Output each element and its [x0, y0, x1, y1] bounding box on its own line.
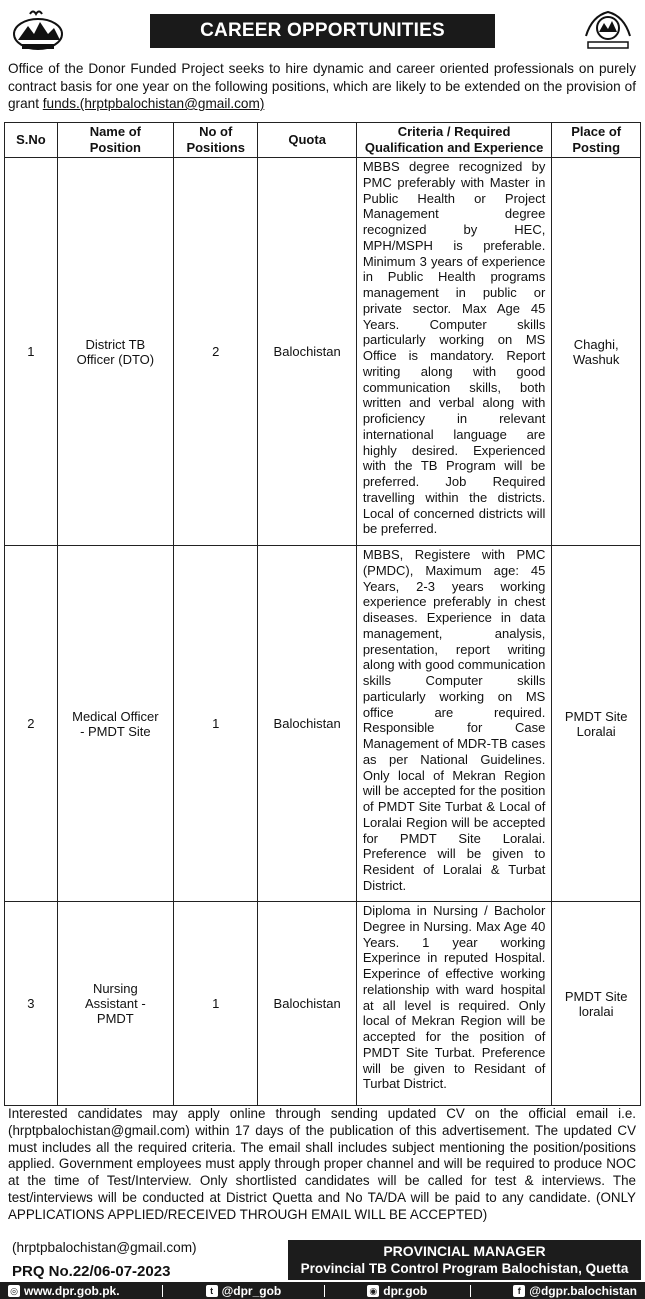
footer-divider: [162, 1285, 163, 1297]
table-row: [5, 902, 641, 1106]
row-quota: Balochistan: [258, 902, 356, 1106]
header-criteria: Criteria / Required Qualification and Experience: [356, 123, 552, 158]
row-position-name: Medical Officer - PMDT Site: [57, 546, 173, 902]
row-place-of-posting: PMDT Site loralai: [552, 902, 641, 1106]
footer-website-label: www.dpr.gob.pk.: [24, 1283, 120, 1298]
row-criteria: MBBS, Registere with PMC (PMDC), Maximum age: 45 Years, 2-3 years working experience preferably in chest diseases. Experience in data management, analysis, presentation, report writing along with good communication skills Computer skills particularly working on MS office are required. Responsible for Case Management of MDR-TB cases as per National Guidelines. Only local of Mekran Region will be accepted for the position of PMDT Site Turbat & Local of Loralai Region will be accepted for PMDT Site Loralai. Preference will be given to Resident of Loralai & Turbat District.: [356, 546, 552, 902]
footer-instagram-label: dpr.gob: [383, 1283, 428, 1298]
footer-twitter[interactable]: [206, 1284, 282, 1298]
intro-email-link[interactable]: funds.(hrptpbalochistan@gmail.com): [42, 96, 265, 111]
signatory-box: [288, 1240, 641, 1280]
twitter-icon: t: [206, 1285, 218, 1297]
row-sno: 3: [5, 902, 58, 1106]
intro-text: Office of the Donor Funded Project seeks to hire dynamic and career oriented professionals on purely contract basis for one year on the following positions, which are likely to be extended on the provision of grant: [8, 61, 636, 111]
table-row: [5, 546, 641, 902]
signatory-organization: Provincial TB Control Program Balochistan, Quetta: [300, 1261, 629, 1276]
footer-instagram[interactable]: [367, 1284, 427, 1298]
contact-email[interactable]: (hrptpbalochistan@gmail.com): [12, 1240, 197, 1255]
facebook-icon: f: [513, 1285, 525, 1297]
prq-number: PRQ No.22/06-07-2023: [12, 1263, 171, 1280]
footer-website[interactable]: [8, 1284, 120, 1298]
header-quota: Quota: [258, 123, 356, 158]
row-quota: Balochistan: [258, 546, 356, 902]
row-criteria: Diploma in Nursing / Bacholor Degree in Nursing. Max Age 40 Years. 1 year working Experince in reputed Hospital. Experince of effective working relationship with ward hospital at all level is required. Only local of Mekran Region will be accepted for the position of PMDT Site Turbat. Preference will be given to Residant of Turbat District.: [356, 902, 552, 1106]
row-position-count: 1: [173, 546, 258, 902]
instagram-icon: ◉: [367, 1285, 379, 1297]
government-emblem-right-icon: [580, 6, 636, 54]
row-position-count: 1: [173, 902, 258, 1106]
row-position-name: District TB Officer (DTO): [57, 158, 173, 546]
intro-paragraph: [8, 60, 636, 113]
row-position-name: Nursing Assistant - PMDT: [57, 902, 173, 1106]
page-title: CAREER OPPORTUNITIES: [150, 14, 495, 48]
row-sno: 1: [5, 158, 58, 546]
row-position-count: 2: [173, 158, 258, 546]
header-position-count: No of Positions: [173, 123, 258, 158]
footer-divider: [324, 1285, 325, 1297]
footer-bar: [0, 1282, 645, 1299]
globe-icon: ◎: [8, 1285, 20, 1297]
header: [0, 0, 645, 58]
footer-facebook[interactable]: [513, 1284, 637, 1298]
footer-twitter-label: @dpr_gob: [221, 1283, 282, 1298]
footer-facebook-label: @dgpr.balochistan: [529, 1283, 637, 1298]
header-place-of-posting: Place of Posting: [552, 123, 641, 158]
application-instructions: Interested candidates may apply online through sending updated CV on the official email i.e. (hrptpbalochistan@gmail.com) within 17 days of the publication of this advertisement. The updated CV must includes all the required criteria. The email shall includes subject mentioning the position/positions applied. Government employees must apply through proper channel and will be required to produce NOC at the time of Test/Interview. Only shortlisted candidates will be called for test & interviews. The test/interviews will be conducted at District Quetta and No TA/DA will be paid to any candidate. (ONLY APPLICATIONS APPLIED/RECEIVED THROUGH EMAIL WILL BE ACCEPTED): [8, 1106, 636, 1222]
table-row: [5, 158, 641, 546]
row-criteria: MBBS degree recognized by PMC preferably with Master in Public Health or Project Management degree recognized by HEC, MPH/MSPH is preferable. Minimum 3 years of experience in Public Health programs management in public or private sector. Max Age 45 Years. Computer skills particularly working on MS Office is mandatory. Report writing along with good communication skills, both written and verbal along with proficiency in relevant international language are highly desired. Experienced with the TB Program will be preferred. Job Required travelling within the districts. Local of concerned districts will be preferred.: [356, 158, 552, 546]
positions-table: [4, 122, 641, 1106]
row-sno: 2: [5, 546, 58, 902]
government-emblem-left-icon: [10, 6, 66, 54]
row-place-of-posting: PMDT Site Loralai: [552, 546, 641, 902]
row-quota: Balochistan: [258, 158, 356, 546]
row-place-of-posting: Chaghi, Washuk: [552, 158, 641, 546]
signatory-title: PROVINCIAL MANAGER: [383, 1243, 546, 1259]
header-sno: S.No: [5, 123, 58, 158]
footer-divider: [470, 1285, 471, 1297]
header-position-name: Name of Position: [57, 123, 173, 158]
table-header-row: [5, 123, 641, 158]
